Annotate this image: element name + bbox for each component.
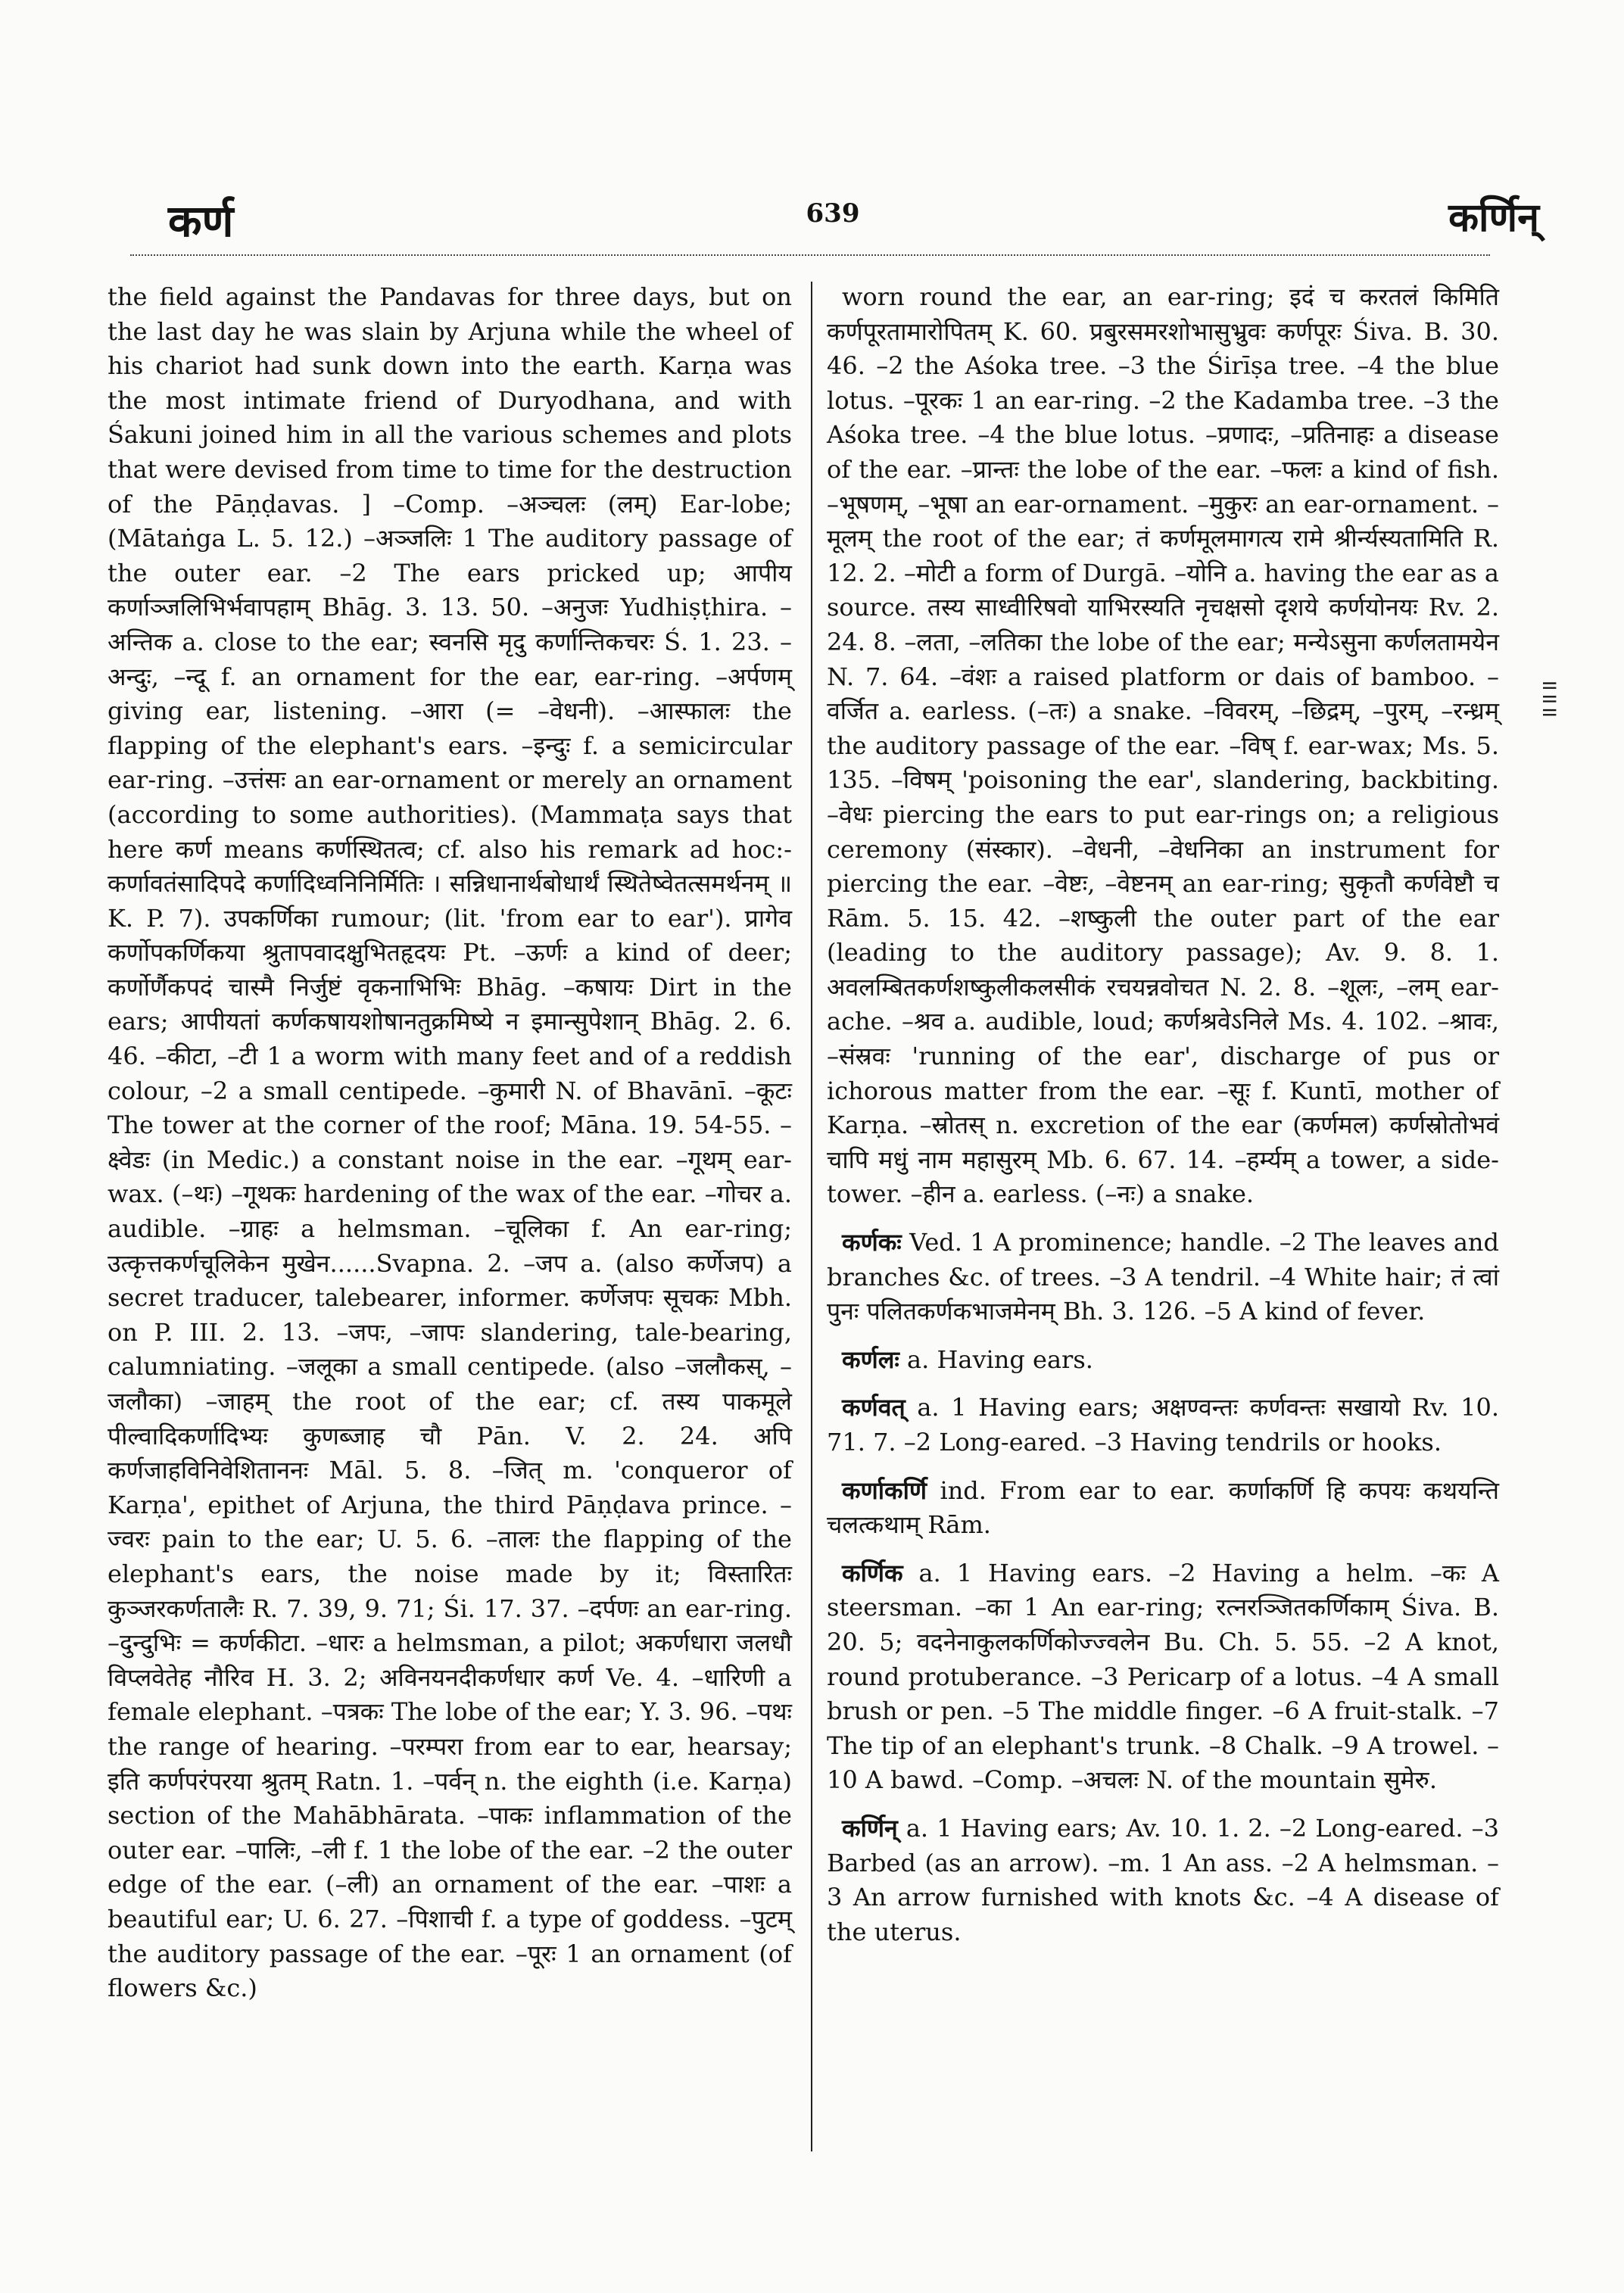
entry-karnalah xyxy=(827,1343,1499,1378)
entry-text: a. 1 Having ears; Av. 10. 1. 2. –2 Long-eared. –3 Barbed (as an arrow). –m. 1 An ass. –2 A helmsman. –3 An arrow furnished with knots &c. –4 A disease of the uterus. xyxy=(827,1813,1500,1946)
running-head-left: कर्ण xyxy=(168,195,234,247)
running-head-right: कर्णिन् xyxy=(1448,195,1539,241)
entry-text: ind. From ear to ear. कर्णाकर्णि हि कपयः कथयन्ति चलत्कथाम् Rām. xyxy=(827,1475,1499,1540)
entry-headword: कर्णिन् xyxy=(842,1813,898,1843)
header-rule xyxy=(130,254,1490,256)
entry-headword: कर्णलः xyxy=(842,1344,899,1374)
entry-headword: कर्णाकर्णि xyxy=(842,1475,927,1505)
entry-karnavat xyxy=(827,1391,1499,1460)
entry-text: worn round the ear, an ear-ring; इदं च करतलं किमिति कर्णपूरतामारोपितम् K. 60. प्रबुरसमरशोभासुभ्रुवः कर्णपूरः Śiva. B. 30. 46. –2 the Aśoka tree. –3 the Śirīṣa tree. –4 the blue lotus. –पूरकः 1 an ear-ring. –2 the Kadamba tree. –3 the Aśoka tree. –4 the blue lotus. –प्रणादः, –प्रतिनाहः a disease of the ear. –प्रान्तः the lobe of the ear. –फलः a kind of fish. –भूषणम्, –भूषा an ear-ornament. –मुकुरः an ear-ornament. –मूलम् the root of the ear; तं कर्णमूलमागत्य रामे श्रीर्न्यस्यतामिति R. 12. 2. –मोटी a form of Durgā. –योनि a. having the ear as a source. तस्य साध्वीरिषवो याभिरस्यति नृचक्षसो दृशये कर्णयोनयः Rv. 2. 24. 8. –लता, –लतिका the lobe of the ear; मन्येऽसुना कर्णलतामयेन N. 7. 64. –वंशः a raised platform or dais of bamboo. –वर्जित a. earless. (–तः) a snake. –विवरम्, –छिद्रम्, –पुरम्, –रन्ध्रम् the auditory passage of the ear. –विष् f. ear-wax; Ms. 5. 135. –विषम् 'poisoning the ear', slandering, backbiting. –वेधः piercing the ears to put ear-rings on; a religious ceremony (संस्कार). –वेधनी, –वेधनिका an instrument for piercing the ear. –वेष्टः, –वेष्टनम् an ear-ring; सुकृतौ कर्णवेष्टौ च Rām. 5. 15. 42. –शष्कुली the outer part of the ear (leading to the auditory passage); Av. 9. 8. 1. अवलम्बितकर्णशष्कुलीकलसीकं रचयन्नवोचत N. 2. 8. –शूलः, –लम् ear-ache. –श्रव a. audible, loud; कर्णश्रवेऽनिले Ms. 4. 102. –श्रावः, –संस्रवः 'running of the ear', discharge of pus or ichorous matter from the ear. –सूः f. Kuntī, mother of Karṇa. –स्रोतस् n. excretion of the ear (कर्णमल) कर्णस्रोतोभवं चापि मधुं नाम महासुरम् Mb. 6. 67. 14. –हर्म्यम् a tower, a side-tower. –हीन a. earless. (–नः) a snake. xyxy=(827,282,1499,1209)
left-column xyxy=(108,280,792,2006)
entry-continued xyxy=(827,280,1499,1212)
entry-karnika xyxy=(827,1556,1499,1798)
entry-karnakarni xyxy=(827,1474,1499,1543)
margin-mark: ॥॥॥ xyxy=(1538,678,1563,719)
entry-headword: कर्णिक xyxy=(842,1558,903,1587)
entry-text: a. Having ears. xyxy=(907,1344,1093,1374)
right-column xyxy=(827,280,1499,1949)
entry-karnin xyxy=(827,1812,1499,1949)
entry-text: Ved. 1 A prominence; handle. –2 The leaves and branches &c. of trees. –3 A tendril. –4 White hair; तं त्वां पुनः पलितकर्णकभाजमेनम् Bh. 3. 126. –5 A kind of fever. xyxy=(827,1228,1500,1326)
page-number: 639 xyxy=(806,198,860,229)
entry-headword: कर्णवत् xyxy=(842,1393,906,1422)
entry-karnakah xyxy=(827,1226,1499,1329)
entry-text: a. 1 Having ears. –2 Having a helm. –कः A steersman. –का 1 An ear-ring; रत्नरञ्जितकर्णिकाम् Śiva. B. 20. 5; वदनेनाकुलकर्णिकोज्ज्वलेन Bu. Ch. 5. 55. –2 A knot, round protuberance. –3 Pericarp of a lotus. –4 A small brush or pen. –5 The middle finger. –6 A fruit-stalk. –7 The tip of an elephant's trunk. –8 Chalk. –9 A trowel. –10 A bawd. –Comp. –अचलः N. of the mountain सुमेरु. xyxy=(827,1558,1500,1795)
left-column-text: the field against the Pandavas for three days, but on the last day he was slain by Arjuna while the wheel of his chariot had sunk down into the earth. Karṇa was the most intimate friend of Duryodhana, and with Śakuni joined him in all the various schemes and plots that were devised from time to time for the destruction of the Pāṇḍavas. ] –Comp. –अञ्चलः (लम्) Ear-lobe; (Mātaṅga L. 5. 12.) –अञ्जलिः 1 The auditory passage of the outer ear. –2 The ears pricked up; आपीय कर्णाञ्जलिभिर्भवापहाम् Bhāg. 3. 13. 50. –अनुजः Yudhiṣṭhira. –अन्तिक a. close to the ear; स्वनसि मृदु कर्णान्तिकचरः Ś. 1. 23. –अन्दुः, –न्दू f. an ornament for the ear, ear-ring. –अर्पणम् giving ear, listening. –आरा (= –वेधनी). –आस्फालः the flapping of the elephant's ears. –इन्दुः f. a semicircular ear-ring. –उत्तंसः an ear-ornament or merely an ornament (according to some authorities). (Mammaṭa says that here कर्ण means कर्णस्थितत्व; cf. also his remark ad hoc:- कर्णावतंसादिपदे कर्णादिध्वनिनिर्मितिः । सन्निधानार्थबोधार्थं स्थितेष्वेतत्समर्थनम् ॥ K. P. 7). उपकर्णिका rumour; (lit. 'from ear to ear'). प्रागेव कर्णोपकर्णिकया श्रुतापवादक्षुभितहृदयः Pt. –ऊर्णः a kind of deer; कर्णोर्णैकपदं चास्मै निर्जुष्टं वृकनाभिभिः Bhāg. –कषायः Dirt in the ears; आपीयतां कर्णकषायशोषानतुक्रमिष्ये न इमान्सुपेशान् Bhāg. 2. 6. 46. –कीटा, –टी 1 a worm with many feet and of a reddish colour, –2 a small centipede. –कुमारी N. of Bhavānī. –कूटः The tower at the corner of the roof; Māna. 19. 54-55. –क्ष्वेडः (in Medic.) a constant noise in the ear. –गूथम् ear-wax. (–थः) –गूथकः hardening of the wax of the ear. –गोचर a. audible. –ग्राहः a helmsman. –चूलिका f. An ear-ring; उत्कृत्तकर्णचूलिकेन मुखेन......Svapna. 2. –जप a. (also कर्णेजप) a secret traducer, talebearer, informer. कर्णेजपः सूचकः Mbh. on P. III. 2. 13. –जपः, –जापः slandering, tale-bearing, calumniating. –जलूका a small centipede. (also –जलौकस्, –जलौका) –जाहम् the root of the ear; cf. तस्य पाकमूले पील्वादिकर्णादिभ्यः कुणब्जाह चौ Pān. V. 2. 24. अपि कर्णजाहविनिवेशिताननः Māl. 5. 8. –जित् m. 'conqueror of Karṇa', epithet of Arjuna, the third Pāṇḍava prince. –ज्वरः pain to the ear; U. 5. 6. –तालः the flapping of the elephant's ears, the noise made by it; विस्तारितः कुञ्जरकर्णतालैः R. 7. 39, 9. 71; Śi. 17. 37. –दर्पणः an ear-ring. –दुन्दुभिः = कर्णकीटा. –धारः a helmsman, a pilot; अकर्णधारा जलधौ विप्लवेतेह नौरिव H. 3. 2; अविनयनदीकर्णधार कर्ण Ve. 4. –धारिणी a female elephant. –पत्रकः The lobe of the ear; Y. 3. 96. –पथः the range of hearing. –परम्परा from ear to ear, hearsay; इति कर्णपरंपरया श्रुतम् Ratn. 1. –पर्वन् n. the eighth (i.e. Karṇa) section of the Mahābhārata. –पाकः inflammation of the outer ear. –पालिः, –ली f. 1 the lobe of the ear. –2 the outer edge of the ear. (–ली) an ornament of the ear. –पाशः a beautiful ear; U. 6. 27. –पिशाची f. a type of goddess. –पुटम् the auditory passage of the ear. –पूरः 1 an ornament (of flowers &c.) xyxy=(108,282,792,2003)
column-divider xyxy=(811,282,812,2151)
entry-headword: कर्णकः xyxy=(842,1228,902,1257)
entry-text: a. 1 Having ears; अक्षण्वन्तः कर्णवन्तः सखायो Rv. 10. 71. 7. –2 Long-eared. –3 Having tendrils or hooks. xyxy=(827,1393,1499,1456)
